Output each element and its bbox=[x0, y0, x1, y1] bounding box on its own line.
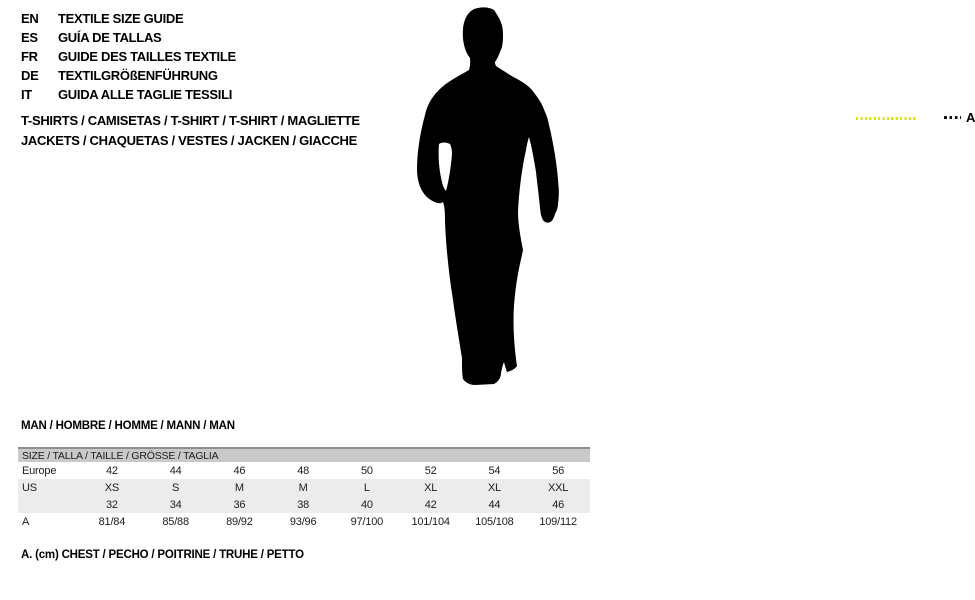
row-label: Europe bbox=[22, 464, 57, 477]
footnote-chest-legend: A. (cm) CHEST / PECHO / POITRINE / TRUHE / PETTO bbox=[21, 549, 304, 561]
table-cell: L bbox=[335, 479, 399, 496]
size-table-wrap bbox=[18, 447, 590, 530]
section-title-man: MAN / HOMBRE / HOMME / MANN / MAN bbox=[21, 420, 235, 432]
table-cell: 36 bbox=[208, 496, 272, 513]
table-row-us-numeric bbox=[18, 496, 590, 513]
language-row-fr bbox=[21, 47, 236, 66]
language-label: GUIDA ALLE TAGLIE TESSILI bbox=[58, 87, 233, 102]
language-code: DE bbox=[21, 68, 39, 83]
man-silhouette-figure bbox=[400, 0, 975, 400]
table-cell: 89/92 bbox=[226, 515, 253, 528]
table-cell: 34 bbox=[144, 496, 208, 513]
size-table bbox=[18, 447, 590, 530]
table-cell: 32 bbox=[80, 496, 144, 513]
table-cell: 52 bbox=[424, 464, 437, 477]
man-silhouette bbox=[417, 7, 559, 385]
table-row-europe bbox=[18, 462, 590, 479]
table-cell: 46 bbox=[233, 464, 246, 477]
language-row-es bbox=[21, 28, 236, 47]
table-cell: 44 bbox=[463, 496, 527, 513]
table-cell: 50 bbox=[360, 464, 373, 477]
category-line-tshirts: T-SHIRTS / CAMISETAS / T-SHIRT / T-SHIRT / MAGLIETTE bbox=[21, 113, 360, 129]
row-label: A bbox=[22, 515, 30, 528]
table-cell: 46 bbox=[526, 496, 590, 513]
measure-label-a: A bbox=[966, 110, 975, 125]
table-cell: XL bbox=[399, 479, 463, 496]
size-table-header: SIZE / TALLA / TAILLE / GRÖSSE / TAGLIA bbox=[18, 448, 590, 462]
table-cell: 54 bbox=[488, 464, 501, 477]
language-code: FR bbox=[21, 49, 38, 64]
row-label: US bbox=[18, 479, 80, 496]
table-cell: 40 bbox=[335, 496, 399, 513]
table-cell: XL bbox=[463, 479, 527, 496]
table-cell: XS bbox=[80, 479, 144, 496]
table-cell: 81/84 bbox=[98, 515, 126, 528]
table-cell: XXL bbox=[526, 479, 590, 496]
table-cell: 101/104 bbox=[411, 515, 450, 528]
table-cell: 105/108 bbox=[475, 515, 514, 528]
language-code: ES bbox=[21, 30, 38, 45]
language-row-en bbox=[21, 9, 236, 28]
table-cell: M bbox=[271, 479, 335, 496]
size-table-header-row bbox=[18, 448, 590, 462]
table-cell: 97/100 bbox=[350, 515, 384, 528]
language-row-it bbox=[21, 85, 236, 104]
table-cell: 93/96 bbox=[289, 515, 317, 528]
language-label: GUIDE DES TAILLES TEXTILE bbox=[58, 49, 236, 64]
category-line-jackets: JACKETS / CHAQUETAS / VESTES / JACKEN / GIACCHE bbox=[21, 132, 357, 148]
table-cell: 42 bbox=[105, 464, 118, 477]
table-cell: 85/88 bbox=[162, 515, 189, 528]
table-cell: S bbox=[144, 479, 208, 496]
language-code: IT bbox=[21, 87, 32, 102]
table-row-chest-a bbox=[18, 513, 590, 530]
language-list bbox=[21, 9, 236, 104]
table-row-us bbox=[18, 479, 590, 496]
row-label bbox=[18, 496, 80, 513]
language-row-de bbox=[21, 66, 236, 85]
language-label: TEXTILE SIZE GUIDE bbox=[58, 11, 184, 26]
chest-measure-line bbox=[856, 117, 916, 120]
table-cell: 56 bbox=[552, 464, 565, 477]
table-cell: 42 bbox=[399, 496, 463, 513]
table-cell: 44 bbox=[169, 464, 182, 477]
table-cell: 48 bbox=[297, 464, 310, 477]
table-cell: 38 bbox=[271, 496, 335, 513]
table-cell: M bbox=[208, 479, 272, 496]
man-silhouette-svg bbox=[400, 0, 600, 400]
measure-extension-line bbox=[944, 116, 961, 119]
category-list bbox=[21, 111, 360, 150]
table-cell: 109/112 bbox=[539, 515, 577, 528]
language-code: EN bbox=[21, 11, 39, 26]
language-label: TEXTILGRÖßENFÜHRUNG bbox=[58, 68, 218, 83]
language-label: GUÍA DE TALLAS bbox=[58, 30, 162, 45]
